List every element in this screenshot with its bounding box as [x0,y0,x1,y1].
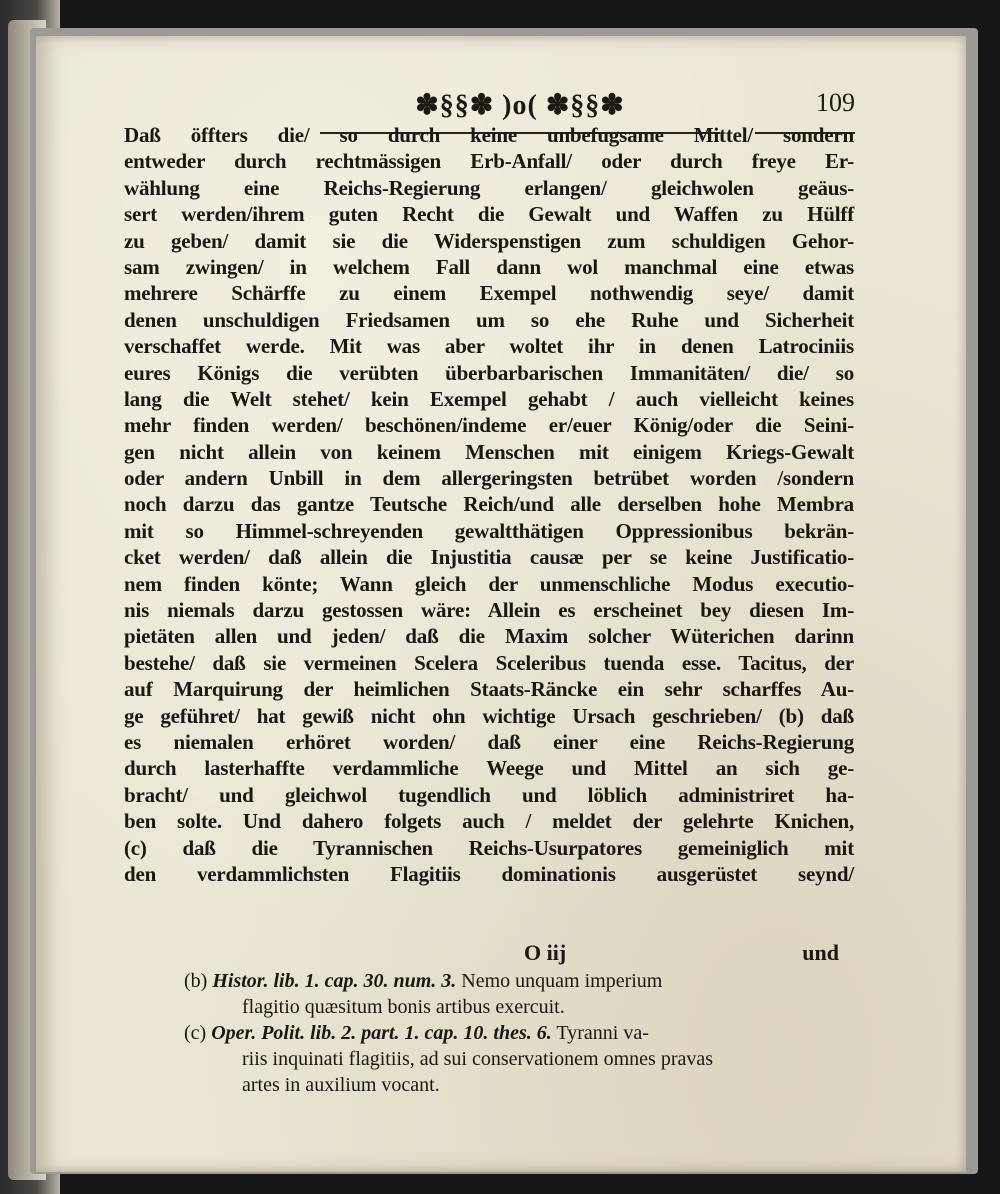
text-line: lang die Welt stehet/ kein Exempel gehabt / auch vielleicht keines [124,386,854,411]
text-line: oder andern Unbill in dem allergeringsten betrübet worden /sondern [124,466,854,491]
page-number: 109 [816,88,855,117]
text-line: nis niemals darzu gestossen wäre: Allein es erscheinet bey diesen Im- [124,598,854,623]
text-line: den verdammlichsten Flagitiis dominationis ausgerüstet seynd/ [124,861,854,886]
text-line: mit so Himmel-schreyenden gewaltthätigen Oppressionibus bekrän- [124,518,854,543]
text-line: gen nicht allein von keinem Menschen mit einigem Kriegs-Gewalt [124,439,854,464]
catchword: und [802,940,839,965]
footnote-text: Tyranni va- [556,1022,649,1044]
text-line: ben solte. Und dahero folgets auch / meldet der gelehrte Knichen, [124,809,854,834]
footnote-marker: (c) [184,1022,207,1044]
signature-line [124,940,839,966]
text-line: Daß öffters die/ so durch keine unbefugsame Mittel/ sondern [124,123,854,147]
text-line: zu geben/ damit sie die Widerspenstigen zum schuldigen Gehor- [124,228,854,253]
text-line: pietäten allen und jeden/ daß die Maxim solcher Wüterichen darinn [124,624,854,649]
header-ornament: ✽§§✽ )o( ✽§§✽ [415,90,625,121]
text-line: sam zwingen/ in welchem Fall dann wol manchmal eine etwas [124,254,854,279]
book-page [36,36,966,1172]
text-line: entweder durch rechtmässigen Erb-Anfall/ oder durch freye Er- [124,149,854,174]
footnote-marker: (b) [184,970,208,992]
text-line: wählung eine Reichs-Regierung erlangen/ gleichwolen geäus- [124,175,854,200]
text-line: noch darzu das gantze Teutsche Reich/und alle derselben hohe Membra [124,492,854,517]
text-line: eures Königs die verübten überbarbarischen Immanitäten/ die/ so [124,360,854,385]
text-line: bestehe/ daß sie vermeinen Scelera Sceleribus tuenda esse. Tacitus, der [124,650,854,675]
text-line: mehr finden werden/ beschönen/indeme er/euer König/oder die Seini- [124,413,854,438]
footnote-reference: Oper. Polit. lib. 2. part. 1. cap. 10. thes. 6. [211,1022,552,1044]
text-line: es niemalen erhöret worden/ daß einer eine Reichs-Regierung [124,729,854,754]
text-line: verschaffet werde. Mit was aber woltet ihr in denen Latrociniis [124,334,854,359]
body-text [124,122,854,887]
text-line: denen unschuldigen Friedsamen um so ehe Ruhe und Sicherheit [124,307,854,332]
text-line: ge geführet/ hat gewiß nicht ohn wichtige Ursach geschrieben/ (b) daß [124,703,854,728]
footnote-line [184,968,844,994]
text-line: auf Marquirung der heimlichen Staats-Räncke ein sehr scharffes Au- [124,677,854,702]
footnote-line [184,1072,844,1098]
text-line: nem finden könte; Wann gleich der unmenschliche Modus executio- [124,571,854,596]
footnote-line [184,994,844,1020]
footnotes [184,968,844,1098]
text-line: durch lasterhaffte verdammliche Weege und Mittel an sich ge- [124,756,854,781]
text-line: mehrere Schärffe zu einem Exempel nothwendig seye/ damit [124,281,854,306]
footnote-text: artes in auxilium vocant. [242,1074,440,1096]
text-line: cket werden/ daß allein die Injustitia causæ per se keine Justificatio- [124,545,854,570]
footnote-text: Nemo unquam imperium [461,970,663,992]
footnote-text: riis inquinati flagitiis, ad sui conservationem omnes pravas [242,1048,714,1070]
footnote-line [184,1046,844,1072]
text-line: (c) daß die Tyrannischen Reichs-Usurpatores gemeiniglich mit [124,835,854,860]
footnote-text: flagitio quæsitum bonis artibus exercuit. [242,996,565,1018]
signature-mark: O iij [524,940,567,965]
footnote-reference: Histor. lib. 1. cap. 30. num. 3. [212,970,457,992]
text-line: sert werden/ihrem guten Recht die Gewalt und Waffen zu Hülff [124,202,854,227]
text-line: bracht/ und gleichwol tugendlich und löblich administriret ha- [124,782,854,807]
footnote-line [184,1020,844,1046]
